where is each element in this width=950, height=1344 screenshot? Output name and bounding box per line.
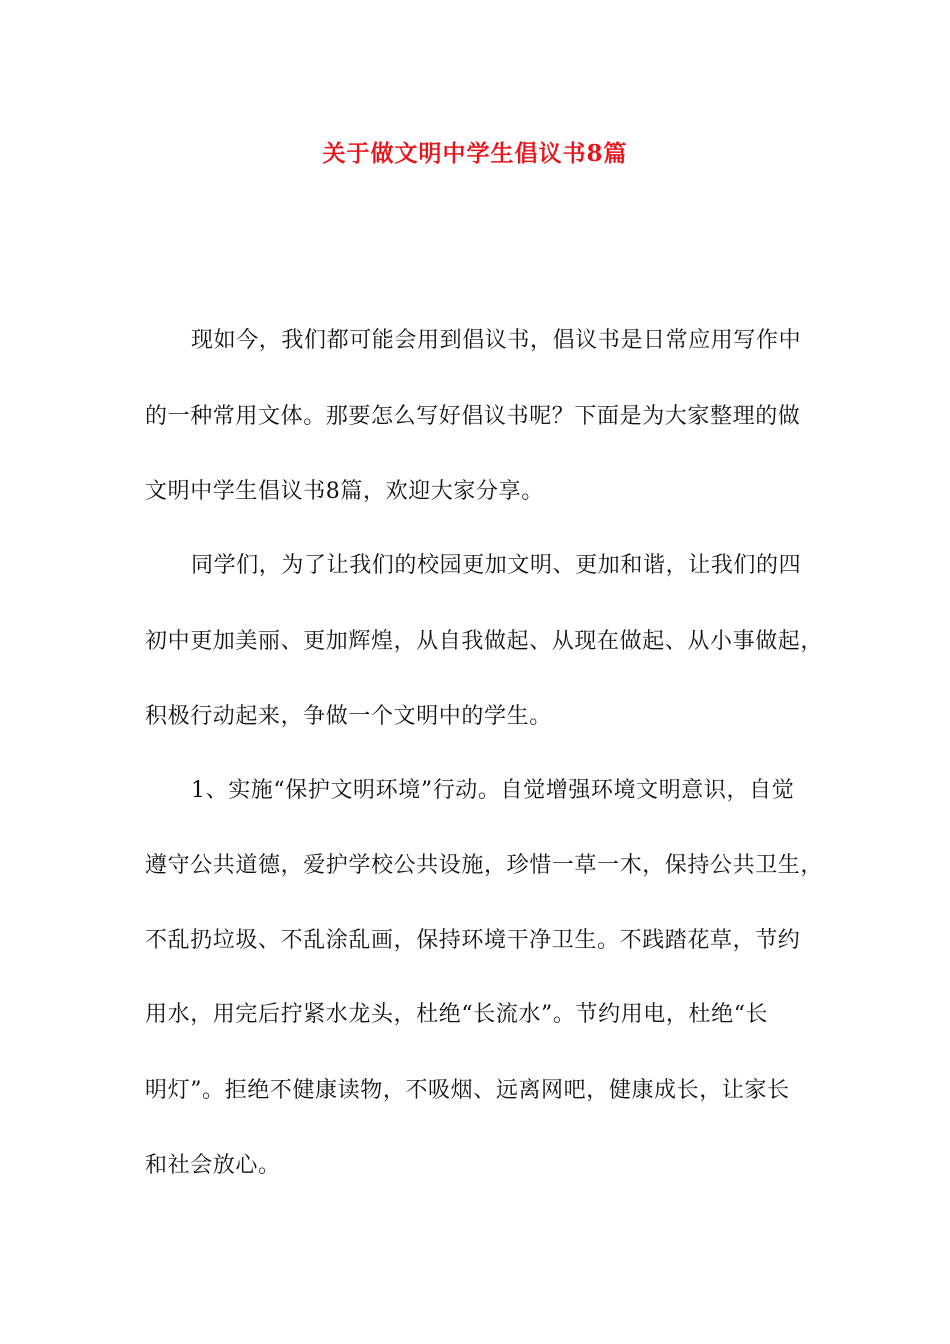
- paragraph-1-line-3: 文明中学生倡议书8篇，欢迎大家分享。: [145, 479, 544, 504]
- paragraph-2-line-2: 初中更加美丽、更加辉煌，从自我做起、从现在做起、从小事做起，: [145, 629, 824, 654]
- paragraph-2-line-1: 同学们，为了让我们的校园更加文明、更加和谐，让我们的四: [191, 553, 802, 578]
- paragraph-1-line-2: 的一种常用文体。那要怎么写好倡议书呢？下面是为大家整理的做: [145, 404, 801, 429]
- paragraph-3-line-5: 明灯”。拒绝不健康读物，不吸烟、远离网吧，健康成长，让家长: [145, 1078, 790, 1103]
- document-title: 关于做文明中学生倡议书8篇: [322, 140, 628, 167]
- paragraph-1-line-1: 现如今，我们都可能会用到倡议书，倡议书是日常应用写作中: [191, 328, 802, 353]
- paragraph-2-line-3: 积极行动起来，争做一个文明中的学生。: [145, 704, 552, 729]
- paragraph-3-line-6: 和社会放心。: [145, 1153, 281, 1178]
- paragraph-3-line-2: 遵守公共道德，爱护学校公共设施，珍惜一草一木，保持公共卫生，: [145, 853, 824, 878]
- paragraph-3-line-1: 1、实施“保护文明环境”行动。自觉增强环境文明意识，自觉: [191, 778, 795, 803]
- paragraph-3-line-3: 不乱扔垃圾、不乱涂乱画，保持环境干净卫生。不践踏花草，节约: [145, 928, 801, 953]
- paragraph-3-line-4: 用水，用完后拧紧水龙头，杜绝“长流水”。节约用电，杜绝“长: [145, 1002, 769, 1027]
